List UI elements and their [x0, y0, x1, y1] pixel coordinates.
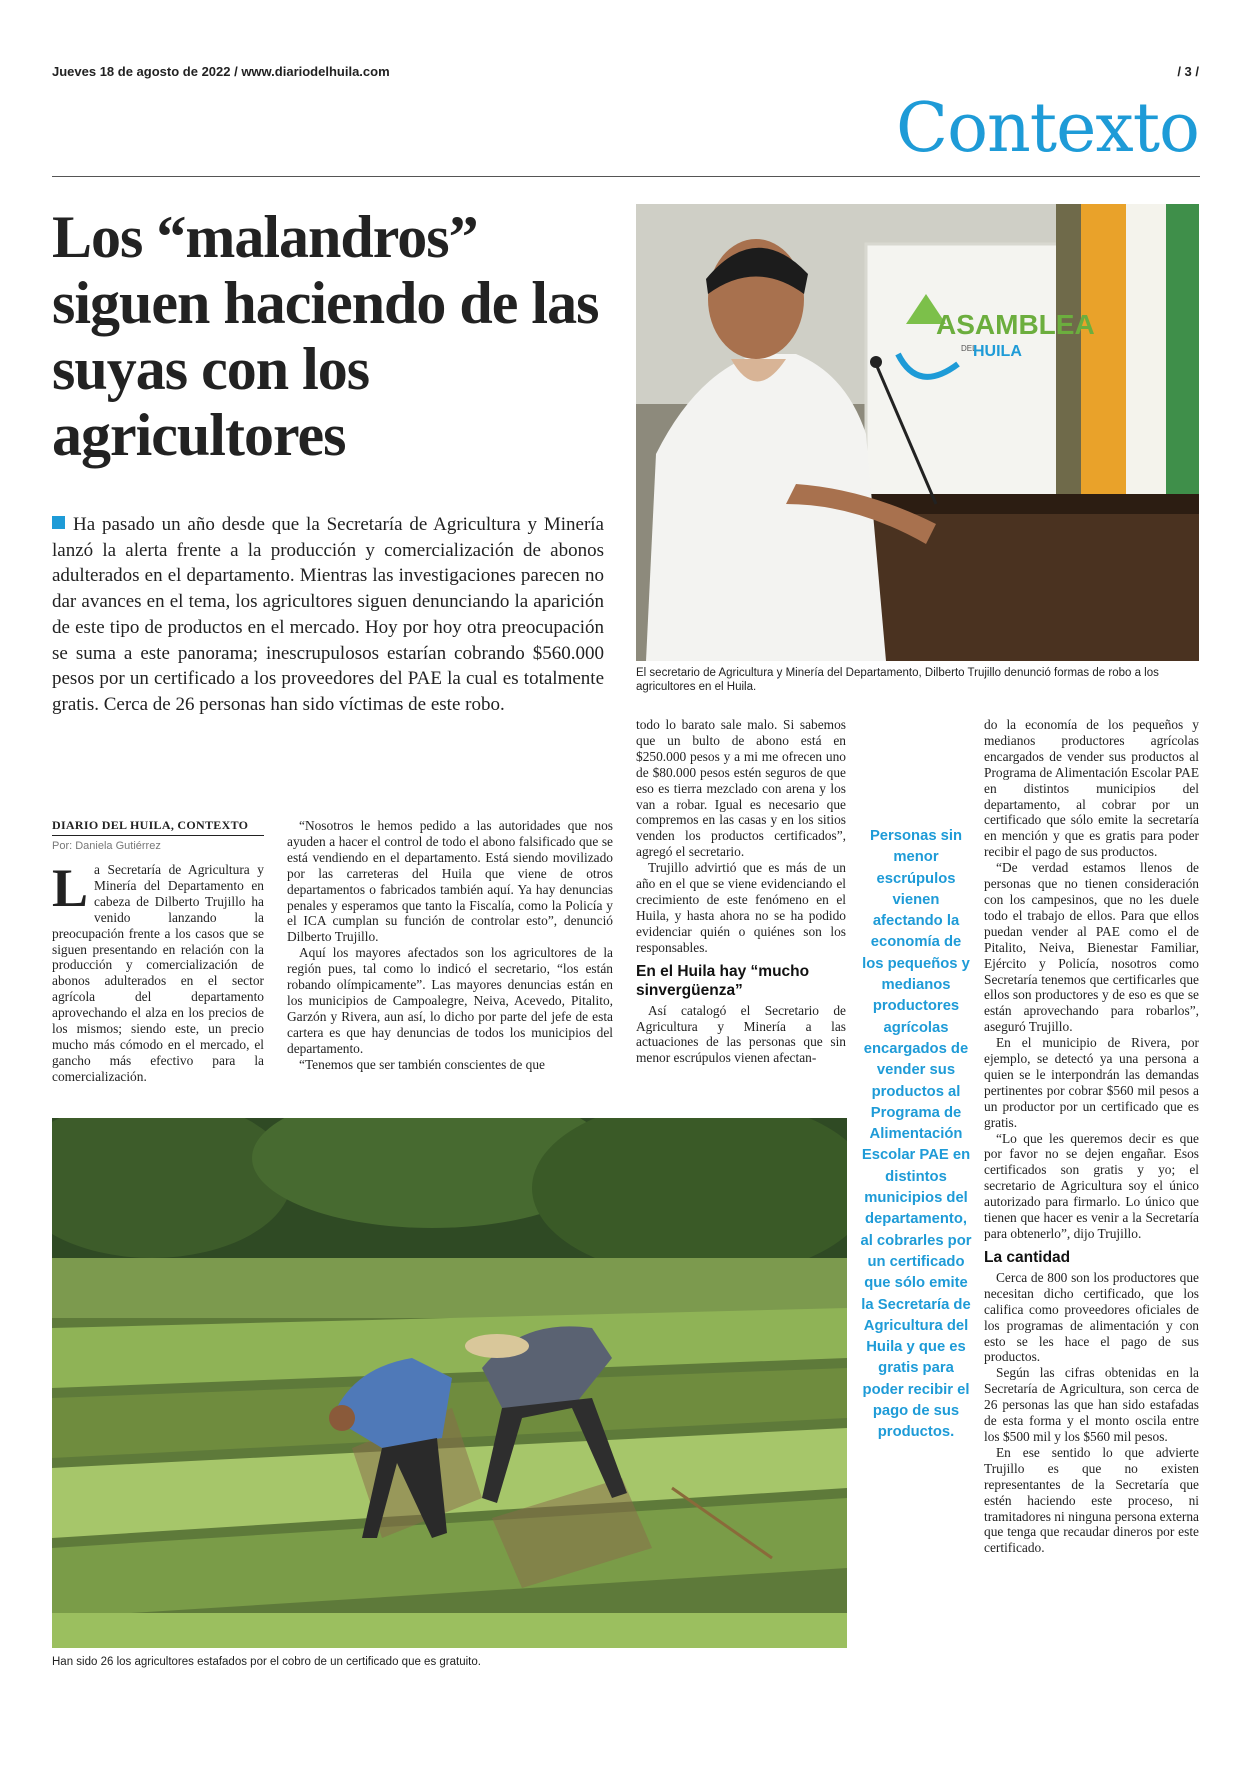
paragraph: Según las cifras obtenidas en la Secretaría de Agricultura, son cerca de 26 personas las que han sido estafadas de esta forma y el monto oscila entre los $500 mil y los $560 mil pesos.	[984, 1365, 1199, 1444]
paragraph: todo lo barato sale malo. Si sabemos que un bulto de abono está en $250.000 pesos y a mi me ofrecen uno de $80.000 pesos estén seguros de que eso es tierra mezclado con arena y los van a robar. Igual es necesario que compremos en las casas y en los sitios venden los productos certificados”, agregó el secretario.	[636, 717, 846, 860]
article-column-4	[984, 717, 1199, 1556]
subhead-sinverguenza: En el Huila hay “mucho sinvergüenza”	[636, 962, 810, 999]
byline-author: Por: Daniela Gutiérrez	[52, 840, 161, 852]
drop-cap: L	[52, 858, 89, 918]
photo-caption-bottom: Han sido 26 los agricultores estafados por el cobro de un certificado que es gratuito.	[52, 1656, 481, 1668]
paragraph: “Tenemos que ser también conscientes de que	[299, 1056, 545, 1072]
photo-caption-top: El secretario de Agricultura y Minería del Departamento, Dilberto Trujillo denunció formas de robo a los agricultores en el Huila.	[636, 667, 1159, 693]
banner-text-del: DEL	[961, 344, 977, 353]
byline-source: DIARIO DEL HUILA, CONTEXTO	[52, 818, 264, 836]
page-number: / 3 /	[1177, 64, 1199, 79]
paragraph: Aquí los mayores afectados son los agricultores de la región pues, tal como lo indicó el secretario, “los están robando olímpicamente”. Las mayores denuncias están en los municipios de Campoalegre, Neiva, Acevedo, Pitalito, Garzón y Rivera, aun así, lo dicho por parte del jefe de esta cartera es que hay denuncias de todos los municipios del departamento.	[287, 945, 613, 1056]
paragraph: “Lo que les queremos decir es que por favor no se dejen engañar. Esos certificados son gratis y yo; el secretario de Agricultura soy el único autorizado para firmarlo. Lo único que tienen que hacer es venir a la Secretaría para obtenerlo”, dijo Trujillo.	[984, 1130, 1199, 1241]
paragraph: do la economía de los pequeños y medianos productores agrícolas encargados de vender sus productos al Programa de Alimentación Escolar PAE en distintos municipios del departamento, al cobrar por un certificado que sólo emite la secretaría en mención y que es gratis para poder recibir el pago de sus productos.	[984, 717, 1199, 860]
paragraph	[52, 858, 264, 1085]
section-title: Contexto	[896, 89, 1199, 168]
article-column-2	[287, 818, 613, 1073]
article-column-1	[52, 818, 264, 1085]
headline: Los “malandros” siguen haciendo de las suyas con los agricultores	[52, 204, 599, 468]
lead-square-icon	[52, 516, 65, 529]
paragraph: Cerca de 800 son los productores que necesitan dicho certificado, que los califica como proveedores oficiales de los programas de alimentación y con esto se les hace el pago de sus productos.	[984, 1269, 1199, 1365]
article-column-3	[636, 717, 846, 1066]
paragraph: Trujillo advirtió que es más de un año en el que se viene evidenciando el crecimiento de este fenómeno en el Huila, y hasta ahora no se ha podido evidenciar quién o quiénes son los responsables.	[636, 860, 846, 955]
paragraph: En el municipio de Rivera, por ejemplo, se detectó ya una persona a quien se le interpondrán las demandas pertinentes por cobrar $560 mil pesos a un productor por un certificado que es gratis.	[984, 1035, 1199, 1130]
banner-text-asamblea: ASAMBLEA	[936, 309, 1095, 340]
pull-quote: Personas sin menor escrúpulos vienen afectando la economía de los pequeños y medianos productores agrícolas encargados de vender sus productos al Programa de Alimentación Escolar PAE en distintos municipios del departamento, al cobrarles por un certificado que sólo emite la Secretaría de Agricultura del Huila y que es gratis para poder recibir el pago de sus productos.	[860, 828, 972, 1441]
lead-text: Ha pasado un año desde que la Secretaría de Agricultura y Minería lanzó la alerta frente a la producción y comercialización de abonos adulterados en el departamento. Mientras las investigaciones parecen no dar avances en el tema, los agricultores siguen denunciando la aparición de este tipo de productos en el mercado. Hoy por hoy otra preocupación se suma a este panorama; inescrupulosos estarían cobrando $560.000 pesos por un certificado a los proveedores del PAE la cual es totalmente gratis. Cerca de 26 personas han sido víctimas de este robo.	[52, 514, 604, 715]
paragraph: En ese sentido lo que advierte Trujillo es que no existen representantes de la Secretaría que estén haciendo este proceso, ni tramitadores ni ninguna persona externa que tenga que recaudar dineros por este certificado.	[984, 1444, 1199, 1556]
paragraph: “De verdad estamos llenos de personas que no tienen consideración con los campesinos, que no les duele todo el trabajo de ellos. Para que ellos puedan vender al PAE como el de Pitalito, Neiva, Bienestar Familiar, Ejército y Policía, nosotros como Secretaría tenemos que certificarles que ellos son productores y de eso es que se están aprovechando para robarlos”, aseguró Trujillo.	[984, 860, 1199, 1035]
photo-farmers	[52, 1118, 847, 1648]
paragraph: Así catalogó el Secretario de Agricultura y Minería a las actuaciones de las personas que sin menor escrúpulos vienen afectan-	[636, 1002, 846, 1066]
header-divider	[52, 176, 1200, 177]
photo-secretary	[636, 204, 1199, 661]
lead-paragraph	[52, 512, 604, 718]
banner-text-huila: HUILA	[973, 343, 1022, 360]
subhead-la-cantidad: La cantidad	[984, 1248, 1071, 1266]
paragraph: “Nosotros le hemos pedido a las autoridades que nos ayuden a hacer el control de todo el abono falsificado que se está vendiendo en el departamento. Está siendo movilizado por las carreteras del Huila que viene de otros departamentos o fabricados también aquí. Ya hay denuncias penales y esperamos que tanto la Fiscalía, como la Policía y el ICA cumplan su función de controlar esto”, denunció Dilberto Trujillo.	[287, 818, 613, 945]
paragraph-text: a Secretaría de Agricultura y Minería del Departamento en cabeza de Dilberto Trujillo ha venido lanzando la preocupación frente a los casos que se siguen presentando en relación con la producción y comercialización de abonos adulterados en el sector agrícola del departamento aprovechando el alza en los precios de los mismos; siendo este, un precio mucho más cómodo en el mercado, el gancho más efectivo para la comercialización.	[52, 862, 264, 1084]
header-date-site: Jueves 18 de agosto de 2022 / www.diariodelhuila.com	[52, 64, 390, 79]
